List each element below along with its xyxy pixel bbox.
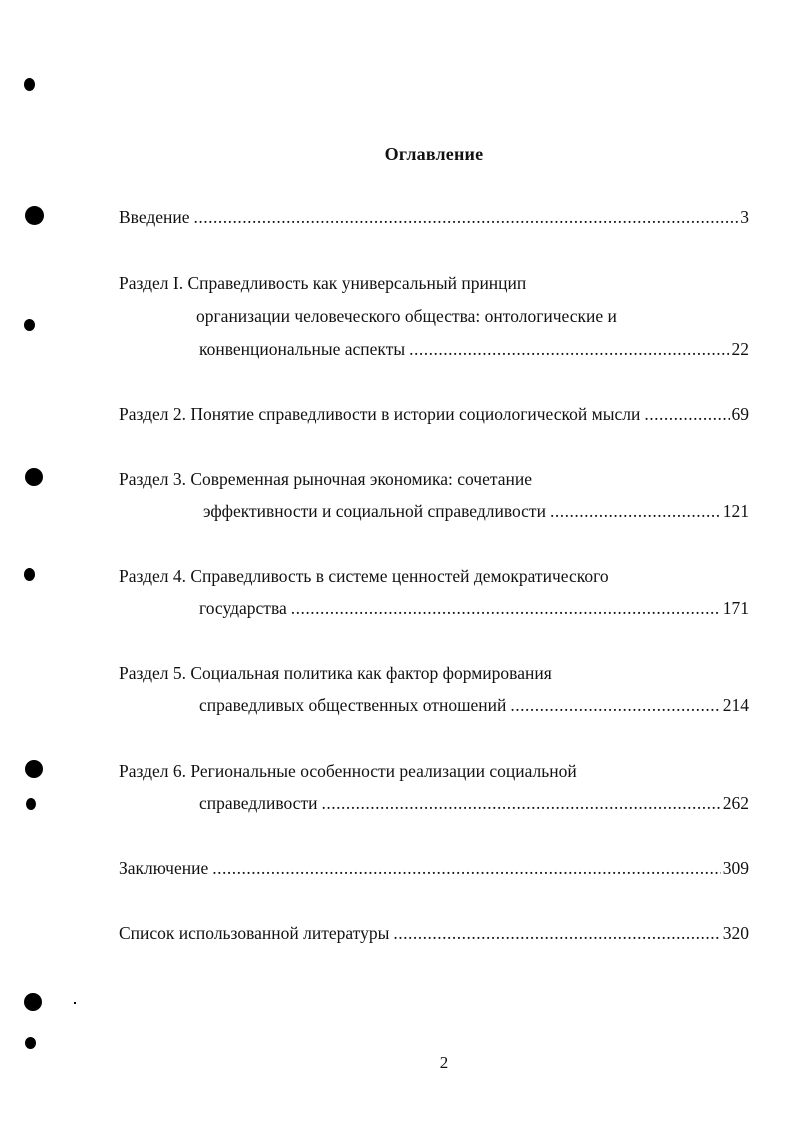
toc-entry-label: конвенциональные аспекты	[199, 339, 406, 359]
toc-entry-section1[interactable]	[199, 337, 749, 361]
binder-hole-2	[25, 206, 44, 225]
dot-leader	[510, 693, 720, 717]
toc-entry-page: 22	[731, 339, 749, 359]
binder-hole-5	[24, 568, 35, 581]
dot-leader	[409, 337, 729, 361]
toc-entry-page: 320	[722, 923, 749, 943]
scan-speck	[74, 1002, 76, 1004]
toc-entry-page: 262	[722, 793, 749, 813]
binder-hole-6	[25, 760, 43, 778]
toc-entry-section4-line1: Раздел 4. Справедливость в системе ценностей демократического	[119, 566, 609, 586]
binder-hole-1	[24, 78, 35, 91]
toc-entry-label: справедливости	[199, 793, 318, 813]
toc-entry-page: 121	[722, 501, 749, 521]
binder-hole-4	[25, 468, 43, 486]
dot-leader	[321, 791, 720, 815]
toc-entry-label: Введение	[119, 207, 190, 227]
dot-leader	[393, 921, 720, 945]
dot-leader	[194, 205, 739, 229]
toc-entry-page: 214	[722, 695, 749, 715]
toc-entry-section6[interactable]	[199, 791, 749, 815]
toc-entry-section4[interactable]	[199, 596, 749, 620]
toc-entry-section1-line1: Раздел I. Справедливость как универсальный принцип	[119, 273, 527, 293]
toc-entry-label: государства	[199, 598, 287, 618]
toc-entry-bibliography[interactable]	[119, 921, 749, 945]
binder-hole-3	[24, 319, 35, 331]
toc-entry-section6-line1: Раздел 6. Региональные особенности реализации социальной	[119, 761, 577, 781]
binder-hole-8	[24, 993, 42, 1011]
binder-hole-7	[26, 798, 36, 810]
toc-entry-label: справедливых общественных отношений	[199, 695, 507, 715]
page-number: 2	[439, 1053, 449, 1072]
toc-entry-page: 3	[740, 207, 749, 227]
toc-entry-section5[interactable]	[199, 693, 749, 717]
toc-entry-conclusion[interactable]	[119, 856, 749, 880]
toc-entry-page: 309	[722, 858, 749, 878]
dot-leader	[644, 402, 729, 426]
toc-entry-label: эффективности и социальной справедливости	[203, 501, 546, 521]
toc-entry-page: 69	[731, 404, 749, 424]
toc-entry-section3-line1: Раздел 3. Современная рыночная экономика: сочетание	[119, 469, 532, 489]
toc-entry-introduction[interactable]	[119, 205, 749, 229]
toc-entry-page: 171	[722, 598, 749, 618]
toc-entry-label: Список использованной литературы	[119, 923, 390, 943]
toc-entry-label: Раздел 2. Понятие справедливости в истории социологической мысли	[119, 404, 641, 424]
dot-leader	[291, 596, 721, 620]
toc-entry-section1-line2: организации человеческого общества: онтологические и	[196, 306, 617, 326]
binder-hole-9	[25, 1037, 36, 1049]
toc-entry-section2[interactable]	[119, 402, 749, 426]
dot-leader	[550, 499, 721, 523]
toc-entry-label: Заключение	[119, 858, 209, 878]
dot-leader	[212, 856, 721, 880]
toc-entry-section5-line1: Раздел 5. Социальная политика как фактор формирования	[119, 663, 552, 683]
toc-entry-section3[interactable]	[203, 499, 749, 523]
page-title: Оглавление	[384, 144, 484, 164]
